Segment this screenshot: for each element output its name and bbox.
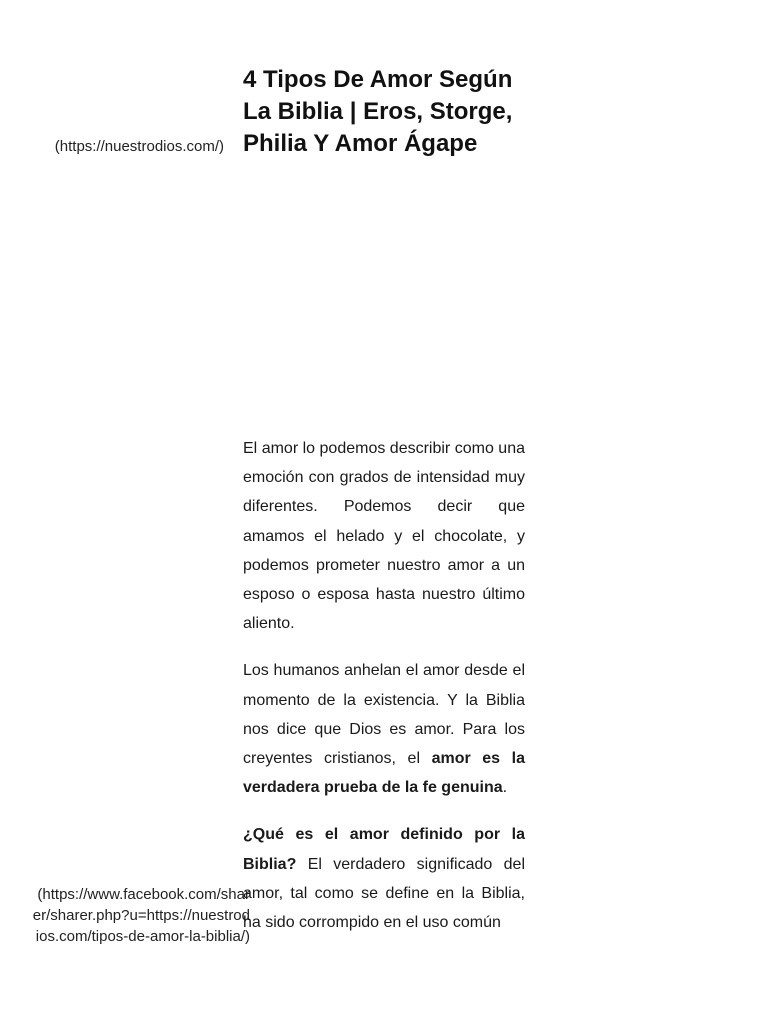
article-title: 4 Tipos De Amor Según La Biblia | Eros, Storge, Philia Y Amor Ágape	[243, 66, 513, 157]
paragraph-3-question: ¿Qué es el amor definido por la Biblia?	[243, 826, 525, 873]
paragraph-2-bold: amor es la verdadera prueba de la fe genuina	[243, 750, 525, 797]
article-body	[243, 434, 525, 955]
paragraph-2-text: Los humanos anhelan el amor desde el momento de la existencia. Y la Biblia nos dice que Dios es amor. Para los creyentes cristianos, el	[243, 662, 525, 768]
facebook-share-link[interactable]: (https://www.facebook.com/sharer/sharer.php?u=https://nuestrodios.com/tipos-de-amor-la-biblia/)	[32, 886, 250, 945]
site-home-link[interactable]: (https://nuestrodios.com/)	[54, 138, 224, 155]
paragraph-3-text: El verdadero significado del amor, tal como se define en la Biblia, ha sido corrompido en el uso común	[243, 855, 525, 932]
paragraph-3	[243, 820, 525, 937]
paragraph-1: El amor lo podemos describir como una emoción con grados de intensidad muy diferentes. Podemos decir que amamos el helado y el chocolate, y podemos prometer nuestro amor a un esposo o esposa hasta nuestro último aliento.	[243, 440, 525, 633]
paragraph-2-end: .	[502, 779, 508, 797]
paragraph-2	[243, 656, 525, 802]
